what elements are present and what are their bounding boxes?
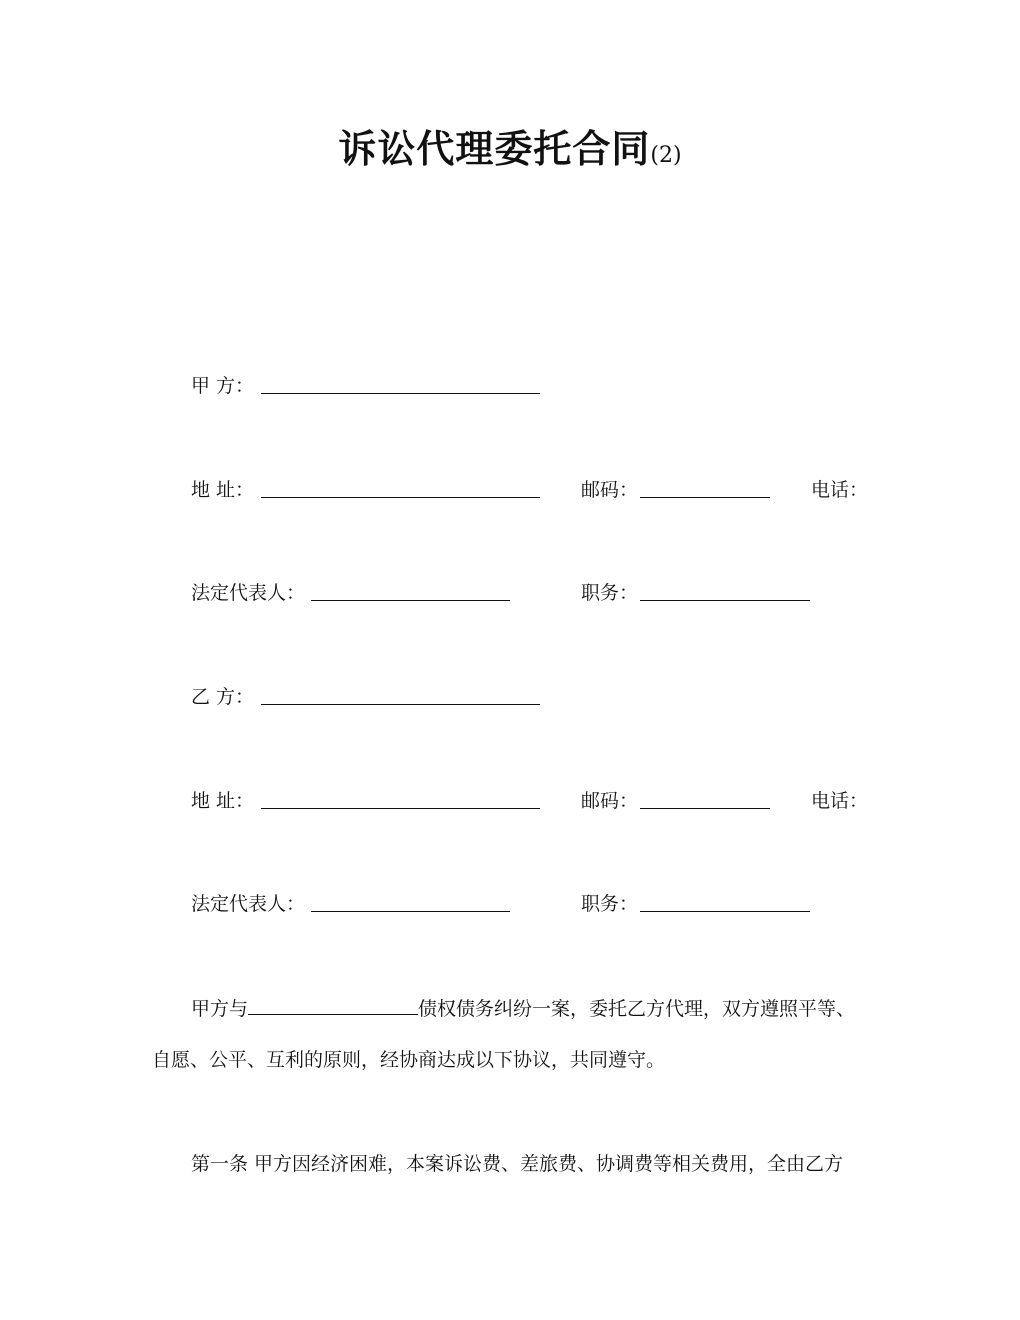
party-b-phone-label: 电话： — [811, 790, 869, 812]
intro-suffix: 债权债务纠纷一案，委托乙方代理，双方遵照平等、 — [418, 998, 856, 1020]
party-b-legal-rep-blank[interactable] — [311, 911, 510, 912]
case-party-blank[interactable] — [248, 996, 418, 1015]
party-b-postcode-blank[interactable] — [640, 808, 770, 809]
party-b-position-label: 职务： — [581, 893, 639, 915]
party-a-name-label: 甲 方： — [191, 375, 255, 397]
intro-line-2: 自愿、公平、互利的原则，经协商达成以下协议，共同遵守。 — [152, 1049, 666, 1071]
party-a-legal-rep-label: 法定代表人： — [191, 582, 306, 604]
article-1-line-1: 第一条 甲方因经济困难，本案诉讼费、差旅费、协调费等相关费用，全由乙方 — [191, 1153, 844, 1175]
party-a-postcode-label: 邮码： — [581, 479, 639, 501]
party-a-name-blank[interactable] — [261, 393, 540, 394]
document-title — [0, 118, 1020, 173]
title-suffix: (2) — [650, 143, 682, 168]
party-a-position-label: 职务： — [581, 582, 639, 604]
party-a-address-label: 地 址： — [191, 479, 255, 501]
intro-line-1 — [191, 996, 855, 1021]
party-b-name-label: 乙 方： — [191, 686, 255, 708]
party-b-position-blank[interactable] — [640, 911, 810, 912]
title-text: 诉讼代理委托合同 — [338, 127, 651, 171]
party-b-postcode-label: 邮码： — [581, 790, 639, 812]
party-b-legal-rep-label: 法定代表人： — [191, 893, 306, 915]
party-b-address-blank[interactable] — [261, 808, 540, 809]
party-a-postcode-blank[interactable] — [640, 497, 770, 498]
intro-prefix: 甲方与 — [191, 998, 249, 1020]
party-a-legal-rep-blank[interactable] — [311, 600, 510, 601]
party-a-address-blank[interactable] — [261, 497, 540, 498]
party-b-address-label: 地 址： — [191, 790, 255, 812]
party-a-phone-label: 电话： — [811, 479, 869, 501]
party-a-position-blank[interactable] — [640, 600, 810, 601]
party-b-name-blank[interactable] — [261, 704, 540, 705]
